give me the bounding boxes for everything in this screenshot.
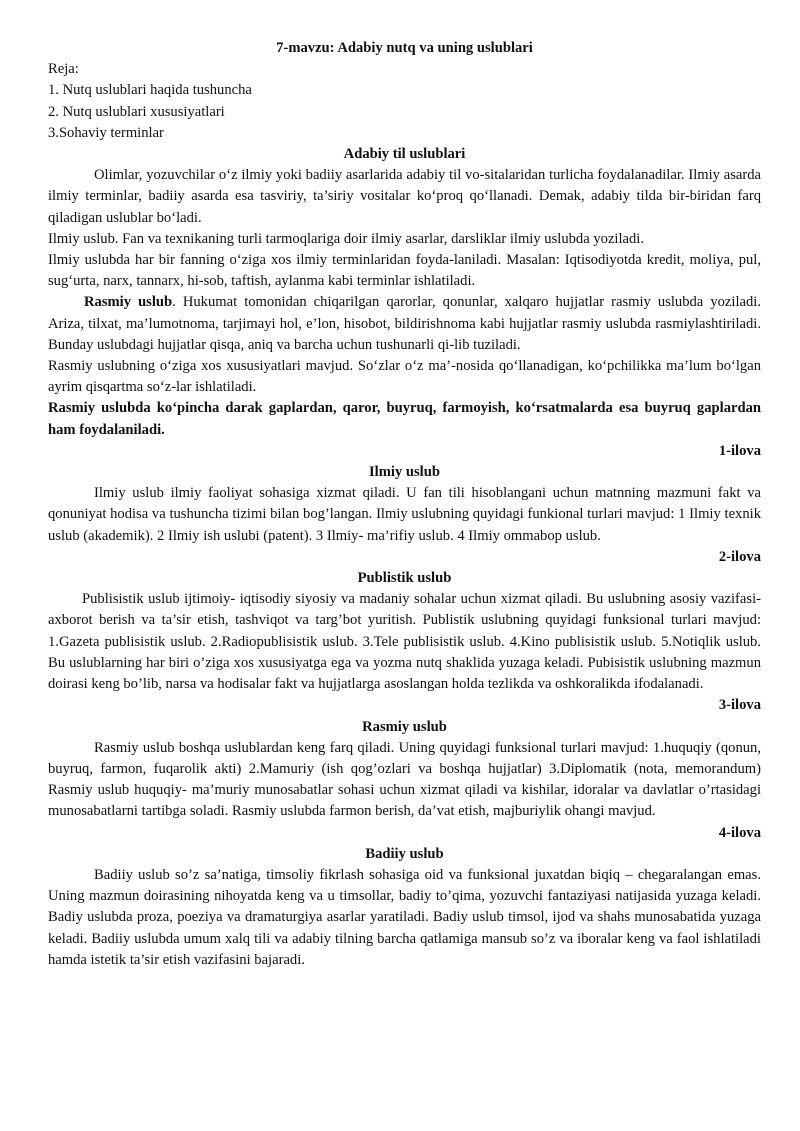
paragraph: Ilmiy uslubda har bir fanning o‘ziga xos ilmiy terminlaridan foyda-laniladi. Masalan: Iqtisodiyotda kredit, moliya, pul, sug‘urta, narx, tannarx, hi-sob, taftish, aylanma kabi terminlar ishlatiladi.	[48, 252, 761, 290]
plan-block	[48, 59, 761, 144]
paragraph	[48, 292, 761, 356]
paragraph-emphasis: Rasmiy uslubda ko‘pincha darak gaplardan, qaror, buyruq, farmoyish, ko‘rsatmalarda esa buyruq gaplardan ham foydalaniladi.	[48, 400, 761, 438]
appendix-heading: Publistik uslub	[357, 570, 452, 587]
document-page	[48, 38, 761, 971]
appendix-label: 2-ilova	[718, 548, 761, 565]
appendix-text: Publisistik uslub ijtimoiy- iqtisodiy siyosiy va madaniy sohalar uchun xizmat qiladi. Bu uslubning asosiy vazifasi- axborot berish va ta’sir etish, tashviqot va targ’bot yuritish. Publistik uslubning quyidagi funksional turlari mavjud: 1.Gazeta publisistik uslub. 2.Radiopublisistik uslub. 3.Tele publisistik uslub. 4.Kino publisistik uslub. 5.Notiqlik uslub. Bu uslublarning har biri o’ziga xos xususiyatga ega va yozma nutq shaklida yuzaga keladi. Pubisistik uslubning mazmun doirasi keng bo’lib, narsa va hodisalar fakt va hujjatlarga asoslangan holda tezlikda va oshkoralikda ifodalanadi.	[48, 591, 761, 693]
plan-label: Reja:	[48, 61, 79, 78]
paragraph: Olimlar, yozuvchilar o‘z ilmiy yoki badiiy asarlarida adabiy til vo-sitalaridan turlicha foydalanadilar. Ilmiy asarda ilmiy terminlar, badiiy asarda esa tasviriy, ta’siriy vositalar ko‘proq qo‘llanadi. Demak, adabiy tilda bir-biridan farq qiladigan uslublar bo‘ladi.	[48, 167, 761, 226]
document-title: 7-mavzu: Adabiy nutq va uning uslublari	[276, 40, 533, 56]
appendix-label: 1-ilova	[718, 442, 761, 459]
appendix-heading: Badiiy uslub	[365, 845, 444, 862]
paragraph-body: . Hukumat tomonidan chiqarilgan qarorlar, qonunlar, xalqaro hujjatlar rasmiy uslubda yoziladi. Ariza, tilxat, ma’lumotnoma, tarjimayi hol, e’lon, hisobot, bildirishnoma kabi hujjatlar rasmiy uslubda rasmiylashtiriladi. Bunday uslubdagi hujjatlar qisqa, aniq va barcha uchun tushunarli qi-lib tuziladi.	[48, 294, 761, 353]
plan-item: 3.Sohaviy terminlar	[48, 124, 164, 141]
appendix-heading: Rasmiy uslub	[362, 718, 447, 735]
appendix-text: Badiiy uslub so’z sa’natiga, timsoliy fikrlash sohasiga oid va funksional juxatdan biqiq – chegaralangan emas. Uning mazmun doirasining nihoyatda keng va u timsollar, badiy to’qima, yozuvchi fantaziyasi natijasida yuzaga keladi. Badiy uslubda proza, poeziya va dramaturgiya asarlar yaratiladi. Badiy uslub timsol, ijod va shahs munosabatida yuzaga keladi. Badiiy uslubda umum xalq tili va adabiy tilning barcha qatlamiga mansub so’z va iboralar keng va faol ishlatiladi hamda istetik ta’sir etish vazifasini bajaradi.	[48, 866, 761, 968]
paragraph-lead: Rasmiy uslub	[84, 294, 173, 311]
paragraph: Ilmiy uslub. Fan va texnikaning turli tarmoqlariga doir ilmiy asarlar, darsliklar ilmiy uslubda yoziladi.	[48, 230, 645, 247]
appendix-text: Ilmiy uslub ilmiy faoliyat sohasiga xizmat qiladi. U fan tili hisoblangani uchun matnning mazmuni fakt va qonuniyat hodisa va tushuncha tizimi bilan bog’langan. Ilmiy uslubning quyidagi funkional turlari mavjud: 1 Ilmiy texnik uslub (akademik). 2 Ilmiy ish uslubi (patent). 3 Ilmiy- ma’rifiy uslub. 4 Ilmiy ommabop uslub.	[48, 485, 761, 544]
paragraph: Rasmiy uslubning o‘ziga xos xususiyatlari mavjud. So‘zlar o‘z ma’-nosida qo‘llanadigan, ko‘pchilikka ma’lum bo‘lgan ayrim qisqartma so‘z-lar ishlatiladi.	[48, 358, 761, 396]
appendix-label: 4-ilova	[718, 824, 761, 841]
appendix-text: Rasmiy uslub boshqa uslublardan keng farq qiladi. Uning quyidagi funksional turlari mavjud: 1.huquqiy (qonun, buyruq, farmon, fuqarolik akti) 2.Mamuriy (ish qog’ozlari va boshqa hujjatlar) 3.Diplomatik (nota, memorandum) Rasmiy uslub huquqiy- ma’muriy munosabatlar sohasi uchun xizmat qiladi va kishilar, idoralar va davlatlar o’rtasidagi munosabatlarni tartibga soladi. Rasmiy uslubda farmon berish, da’vat etish, majburiylik ohangi mavjud.	[48, 739, 761, 820]
appendix-heading: Ilmiy uslub	[369, 464, 440, 481]
plan-item: 1. Nutq uslublari haqida tushuncha	[48, 82, 252, 99]
section-heading: Adabiy til uslublari	[343, 146, 466, 163]
plan-item: 2. Nutq uslublari xususiyatlari	[48, 103, 225, 120]
appendix-label: 3-ilova	[718, 697, 761, 714]
